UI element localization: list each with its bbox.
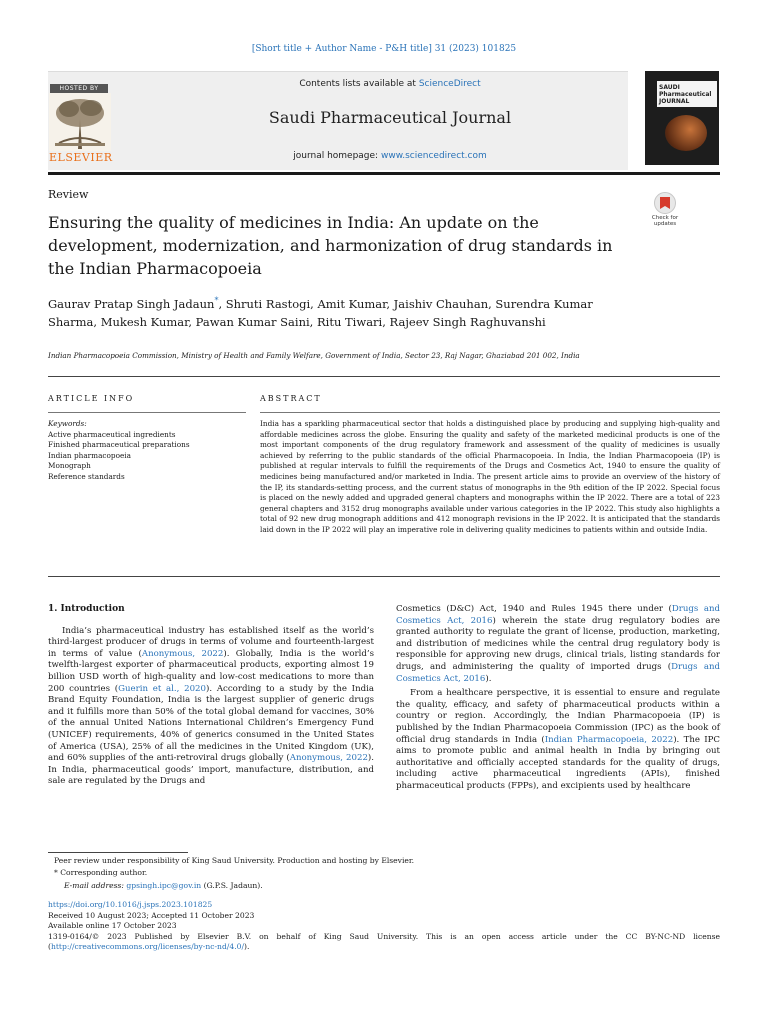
corresponding-author-mark[interactable]: * (214, 296, 219, 305)
journal-name: Saudi Pharmaceutical Journal (268, 108, 512, 127)
citation-link[interactable]: Anonymous, 2022 (141, 648, 224, 659)
divider-bottom (48, 576, 720, 577)
affiliation: Indian Pharmacopoeia Commission, Ministry of Health and Family Welfare, Government of India, Sector 23, Raj Nagar, Ghaziabad 201 002, India (48, 351, 580, 360)
footnote-rule (48, 852, 188, 853)
contents-prefix: Contents lists available at (299, 79, 419, 89)
author-list (48, 292, 608, 331)
keywords-label: Keywords: (48, 419, 87, 428)
corresponding-author-note: * Corresponding author. (54, 868, 148, 878)
first-author[interactable]: Gaurav Pratap Singh Jadaun (48, 296, 215, 311)
peer-review-note: Peer review under responsibility of King Saud University. Production and hosting by Elsevier. (54, 856, 415, 865)
citation-link[interactable]: Guerin et al., 2020 (118, 683, 206, 694)
intro-paragraph-2 (396, 688, 720, 792)
article-info-heading: ARTICLE INFO (48, 394, 135, 403)
license-link[interactable]: http://creativecommons.org/licenses/by-nc-nd/4.0/ (50, 942, 245, 952)
citation-link[interactable]: Anonymous, 2022 (289, 753, 368, 764)
email-owner: (G.P.S. Jadaun). (201, 880, 263, 890)
citation-link[interactable]: Indian Pharmacopoeia, 2022 (544, 734, 674, 745)
text-run: ). Globally, India is the world’s twelfth-largest exporter of pharmaceutical products, exporting almost 19 billion USD worth of high-quality and low-cost medications to more than 200 countries ( (48, 648, 374, 694)
text-run: ). According to a study by the India Brand Equity Foundation, India is the largest supplier of generic drugs and it fulfills more than 50% of the total global demand for vaccines, 30% of the annual United Nations International Children’s Emergency Fund (UNICEF) requirements, 40% of generics consumed in the United States of America (USA), 25% of all the medicines in the United Kingdom (UK), and 60% supplies of the anti-retroviral drugs globally ( (48, 683, 374, 764)
elsevier-wordmark: ELSEVIER (49, 151, 113, 164)
text-run: ). (485, 673, 492, 684)
email-label: E-mail address: (64, 880, 127, 890)
body-column-left (48, 604, 374, 788)
co-authors: , Shruti Rastogi, Amit Kumar, Jaishiv Chauhan, Surendra Kumar Sharma, Mukesh Kumar, Pawan Kumar Saini, Ritu Tiwari, Rajeev Singh Raghuvanshi (48, 296, 593, 329)
homepage-prefix: journal homepage: (293, 151, 381, 161)
masthead-rule (48, 172, 720, 175)
abstract-text: India has a sparkling pharmaceutical sector that holds a distinguished place by producing and supplying high-quality and affordable medicines across the globe. Ensuring the quality and safety of the marketed medicinal products is one of the most important components of the drug regulatory framework and assessment of the quality of medicines is usually achieved by referring to the public standards of the official Pharmacopoeia. In India, the Indian Pharmacopoeia (IP) is published at regular intervals to fulfill the requirements of the Drugs and Cosmetics Act, 1940 to ensure the quality of medicines being manufactured and/or marketed in India. The present article aims to provide an overview of the history of the IP, its standards-setting process, and the current status of monographs in the 9th edition of the IP 2022. Special focus is placed on the newly added and upgraded general chapters and monographs within the IP 2022. There are a total of 223 general chapters and 3152 drug monographs available under various categories in the IP 2022. This study also highlights a total of 92 new drug monograph additions and 412 monograph revisions in the IP 2022. It is anticipated that the standards laid down in the IP 2022 will play an imperative role in delivering quality medicines to patients within and outside India. (260, 419, 720, 534)
cover-image (665, 115, 707, 151)
homepage-link[interactable]: www.sciencedirect.com (380, 151, 487, 161)
footnotes (48, 855, 720, 892)
publication-info (48, 900, 720, 953)
online-date: Available online 17 October 2023 (48, 921, 177, 931)
copyright-notice (48, 932, 720, 953)
received-dates: Received 10 August 2023; Accepted 11 October 2023 (48, 910, 255, 920)
text-run: ). The IPC aims to promote public and animal health in India by bringing out authoritative and officially accepted standards for the quality of drugs, including active pharmaceutical ingredients (APIs), finished pharmaceutical products (FPPs), and excipients used by healthcare (396, 734, 720, 791)
copyright-text: 1319-0164/© 2023 Published by Elsevier B.V. on behalf of King Saud University. This is an open access article under the CC BY-NC-ND license ( (48, 931, 720, 952)
cover-title: SAUDI Pharmaceutical JOURNAL (659, 84, 712, 105)
article-info-rule (48, 412, 246, 413)
text-run: India’s pharmaceutical industry has established itself as the world’s third-largest producer of drugs in terms of volume and fourteenth-largest in terms of value ( (48, 625, 374, 659)
crossmark-button[interactable] (648, 192, 682, 228)
intro-paragraph-continued (396, 604, 720, 685)
citation-link[interactable]: Drugs and Cosmetics Act, 2016 (396, 661, 720, 684)
text-run: From a healthcare perspective, it is essential to ensure and regulate the quality, efficacy, and safety of pharmaceutical products within a country or region. Accordingly, the Indian Pharmacopoeia (IP) is published by the Indian Pharmacopoeia Commission (IPC) as the book of official drug standards in India ( (396, 688, 720, 745)
intro-paragraph-1 (48, 626, 374, 788)
abstract-rule (260, 412, 720, 413)
crossmark-label: Check for updates (651, 215, 679, 227)
divider-top (48, 376, 720, 377)
article-title: Ensuring the quality of medicines in India: An update on the development, modernization, and harmonization of drug standards in the Indian Pharmacopoeia (48, 213, 613, 278)
keyword-item: Active pharmaceutical ingredients (48, 429, 176, 439)
text-run: ) wherein the state drug regulatory bodies are granted authority to regulate the grant of license, production, marketing, and distribution of medicines while the central drug regulatory body is responsible for approving new drugs, clinical trials, listing standards for drugs, and administering the quality of imported drugs ( (396, 615, 721, 672)
text-run: Cosmetics (D&C) Act, 1940 and Rules 1945 there under ( (396, 604, 672, 614)
keyword-item: Reference standards (48, 471, 125, 481)
body-column-right (396, 604, 720, 793)
sciencedirect-link[interactable]: ScienceDirect (418, 79, 481, 89)
article-type: Review (48, 188, 89, 201)
keywords-block (48, 419, 248, 483)
text-run: ). In India, pharmaceutical goods’ import, manufacture, distribution, and sale are regulated by the Drugs and (48, 753, 375, 787)
doi-link[interactable]: https://doi.org/10.1016/j.jsps.2023.101825 (48, 900, 213, 909)
journal-cover[interactable] (645, 71, 719, 165)
hosted-by-label: HOSTED BY (50, 84, 108, 93)
running-head[interactable]: [Short title + Author Name - P&H title] 31 (2023) 101825 (251, 44, 517, 54)
abstract-heading: ABSTRACT (260, 394, 322, 403)
keyword-item: Indian pharmacopoeia (48, 450, 131, 460)
email-note (48, 880, 720, 892)
copyright-end: ). (244, 942, 250, 952)
section-heading-introduction: 1. Introduction (48, 604, 125, 614)
email-link[interactable]: gpsingh.ipc@gov.in (126, 880, 202, 890)
keyword-item: Monograph (48, 461, 91, 471)
keyword-item: Finished pharmaceutical preparations (48, 440, 190, 450)
citation-link[interactable]: Drugs and Cosmetics Act, 2016 (396, 604, 720, 626)
